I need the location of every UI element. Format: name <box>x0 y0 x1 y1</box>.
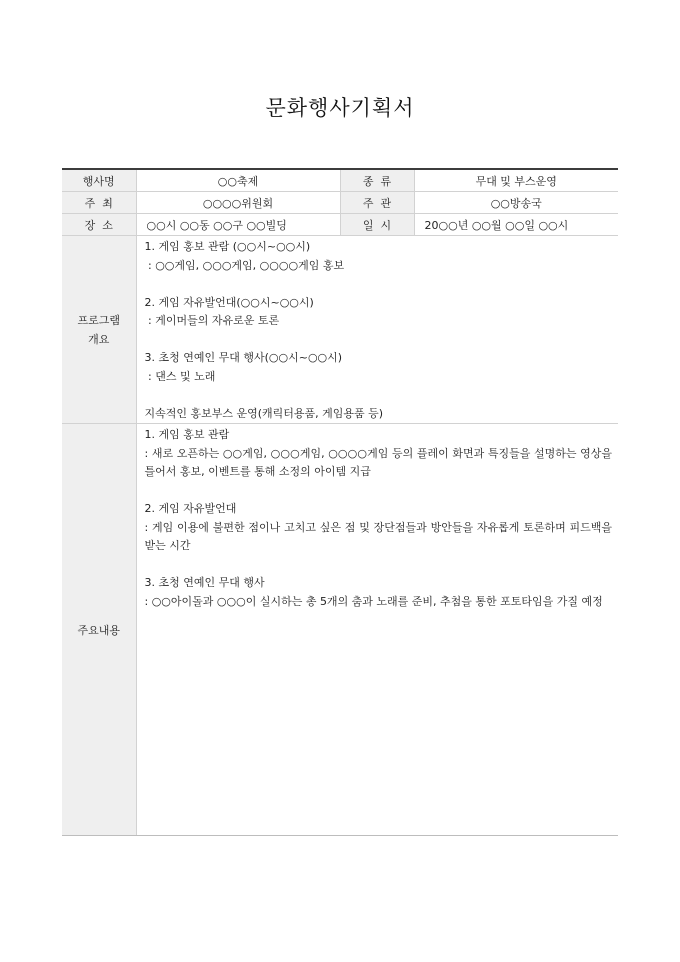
table-row <box>62 169 618 192</box>
datetime-label: 일 시 <box>340 214 414 236</box>
section-heading: 3. 초청 연예인 무대 행사 <box>144 576 265 589</box>
main-content-row <box>62 424 618 836</box>
main-content-label: 주요내용 <box>62 424 136 836</box>
program-overview-row <box>62 236 618 424</box>
section-body: : 게임 이용에 불편한 점이나 고치고 싶은 점 및 장단점들과 방안들을 자유롭게 토론하며 피드백을 받는 시간 <box>144 520 612 552</box>
section-heading: 2. 게임 자유발언대 <box>144 502 237 515</box>
section-body: : 새로 오픈하는 ○○게임, ○○○게임, ○○○○게임 등의 플레이 화면과 특징들을 설명하는 영상을 틀어서 홍보, 이벤트를 통해 소정의 아이템 지급 <box>144 446 612 478</box>
program-line: : ○○게임, ○○○게임, ○○○○게임 홍보 <box>144 258 345 272</box>
program-line: : 댄스 및 노래 <box>144 369 216 383</box>
program-line: 지속적인 홍보부스 운영(캐릭터용품, 게임용품 등) <box>144 406 384 420</box>
venue-value: ○○시 ○○동 ○○구 ○○빌딩 <box>136 214 340 236</box>
program-line: 3. 초청 연예인 무대 행사(○○시~○○시) <box>144 351 343 364</box>
datetime-value: 20○○년 ○○월 ○○일 ○○시 <box>414 214 618 236</box>
event-plan-table <box>62 168 618 836</box>
main-content-body <box>136 424 618 836</box>
program-line: : 게이머들의 자유로운 토론 <box>144 314 280 327</box>
organizer-value: ○○방송국 <box>414 192 618 214</box>
type-value: 무대 및 부스운영 <box>414 169 618 192</box>
document-title: 문화행사기획서 <box>265 96 415 120</box>
program-line: 1. 게임 홍보 관람 (○○시~○○시) <box>144 240 311 253</box>
program-line <box>145 275 613 294</box>
section-heading: 1. 게임 홍보 관람 <box>144 428 230 441</box>
program-line <box>145 331 613 350</box>
table-row <box>62 192 618 214</box>
program-overview-content <box>136 236 618 424</box>
table-row <box>62 214 618 236</box>
host-value: ○○○○위원회 <box>136 192 340 214</box>
type-label: 종 류 <box>340 169 414 192</box>
program-line: 2. 게임 자유발언대(○○시~○○시) <box>144 295 314 309</box>
section-body: : ○○아이돌과 ○○○이 실시하는 총 5개의 춤과 노래를 준비, 추첨을 통한 포토타임을 가질 예정 <box>144 594 603 608</box>
program-overview-label: 프로그램 개요 <box>62 236 136 424</box>
event-name-label: 행사명 <box>62 169 136 192</box>
event-name-value: ○○축제 <box>136 169 340 192</box>
program-line <box>145 386 613 405</box>
organizer-label: 주 관 <box>340 192 414 214</box>
host-label: 주 최 <box>62 192 136 214</box>
venue-label: 장 소 <box>62 214 136 236</box>
